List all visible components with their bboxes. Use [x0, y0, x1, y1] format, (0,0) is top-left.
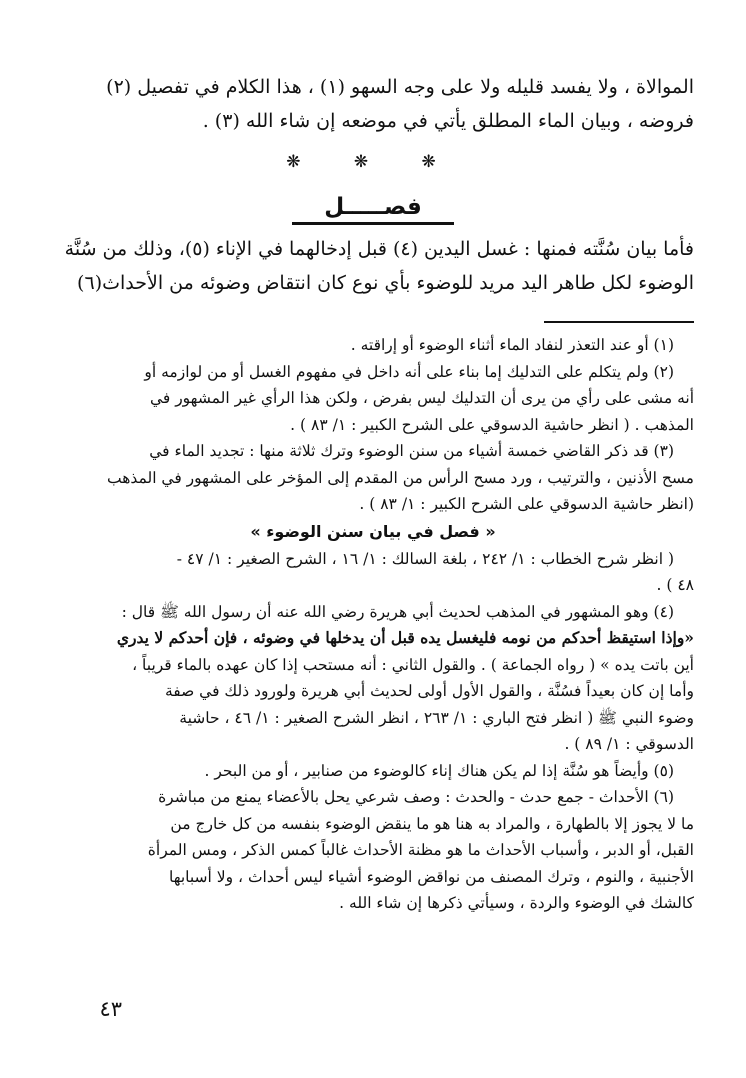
footnotes	[52, 332, 694, 917]
footnote-line: الأجنبية ، والنوم ، وترك المصنف من نواقض الوضوء أشياء ليس أحداث ، ولا أسبابها	[168, 867, 694, 886]
footnote-1	[52, 332, 694, 359]
footnote-4	[52, 599, 694, 758]
footnote-line: مسح الأذنين ، والترتيب ، ورد مسح الرأس من المقدم إلى المؤخر على المشهور في المذهب	[106, 468, 694, 487]
footnote-line: كالشك في الوضوء والردة ، وسيأتي ذكرها إن شاء الله .	[339, 894, 694, 912]
footnote-line: القبل، أو الدبر ، وأسباب الأحداث ما هو مظنة الأحداث غالباً كمس الذكر ، ومس المرأة	[147, 841, 694, 859]
text-line: فأما بيان سُنَّته فمنها : غسل اليدين (٤) قبل إدخالهما في الإناء (٥)، وذلك من سُنَّة	[64, 238, 694, 260]
footnote-line: المذهب . ( انظر حاشية الدسوقي على الشرح الكبير : ١/ ٨٣ ) .	[290, 415, 694, 434]
text-line: الوضوء لكل طاهر اليد مريد للوضوء بأي نوع كان انتقاض وضوئه من الأحداث(٦)	[77, 272, 694, 294]
footnote-line: ( انظر شرح الخطاب : ١/ ٢٤٢ ، بلغة السالك : ١/ ١٦ ، الشرح الصغير : ١/ ٤٧ -	[176, 549, 674, 568]
section-heading: فصـــــل	[292, 192, 454, 225]
footnote-divider	[544, 321, 694, 323]
footnote-line: أين باتت يده » ( رواه الجماعة ) . والقول الثاني : أنه مستحب إذا كان عهده بالماء قريباً ،	[132, 655, 694, 674]
section-heading-wrap	[0, 192, 746, 225]
footnote-line: الدسوقي : ١/ ٨٩ ) .	[564, 735, 694, 753]
footnote-line: (٣) قد ذكر القاضي خمسة أشياء من سنن الوضوء وترك ثلاثة منها : تجديد الماء في	[149, 442, 674, 460]
text-line: فروضه ، وبيان الماء المطلق يأتي في موضعه إن شاء الله (٣) .	[202, 110, 694, 132]
hadith-quote-line: «وإذا استيقظ أحدكم من نومه فليغسل يده قبل أن يدخلها في وضوئه ، فإن أحدكم لا يدري	[116, 628, 694, 647]
footnote-line: (انظر حاشية الدسوقي على الشرح الكبير : ١/ ٨٣ ) .	[359, 495, 694, 513]
footnote-line: (٥) وأيضاً هو سُنَّة إذا لم يكن هناك إناء كالوضوء من صنابير ، أو من البحر .	[204, 761, 674, 780]
footnote-5	[52, 758, 694, 785]
footnote-subheading: « فصل في بيان سنن الوضوء »	[250, 521, 496, 541]
footnote-line: ٤٨ ) .	[656, 576, 694, 594]
footnote-line: (٢) ولم يتكلم على التدليك إما بناء على أنه داخل في مفهوم الغسل أو من لوازمه أو	[144, 362, 674, 381]
footnote-6	[52, 784, 694, 917]
footnote-3	[52, 438, 694, 518]
footnote-3-references	[52, 546, 694, 599]
section-separator-stars: ❋ ❋ ❋	[286, 152, 460, 172]
intro-paragraph	[54, 70, 694, 138]
footnote-line: وأما إن كان بعيداً فسُنَّة ، والقول الأول أولى لحديث أبي هريرة ولورود ذلك في صفة	[164, 682, 694, 700]
text-line: الموالاة ، ولا يفسد قليله ولا على وجه السهو (١) ، هذا الكلام في تفصيل (٢)	[106, 76, 694, 98]
footnote-line: ما لا يجوز إلا بالطهارة ، والمراد به هنا هو ما ينقض الوضوء بنفسه من كل خارج من	[170, 814, 694, 833]
footnote-line: (٤) وهو المشهور في المذهب لحديث أبي هريرة رضي الله عنه أن رسول الله ﷺ قال :	[121, 602, 674, 621]
footnote-line: أنه مشى على رأي من يرى أن التدليك ليس بفرض ، ولكن هذا الرأي غير المشهور في	[149, 389, 694, 407]
footnote-2	[52, 359, 694, 439]
section-paragraph	[54, 232, 694, 300]
footnote-line: (١) أو عند التعذر لنفاد الماء أثناء الوضوء أو إراقته .	[350, 336, 674, 354]
footnote-line: وضوء النبي ﷺ ( انظر فتح الباري : ١/ ٢٦٣ ، انظر الشرح الصغير : ١/ ٤٦ ، حاشية	[179, 708, 694, 727]
page-number: ٤٣	[99, 997, 122, 1021]
footnote-line: (٦) الأحداث - جمع حدث - والحدث : وصف شرعي يحل بالأعضاء يمنع من مباشرة	[158, 788, 674, 806]
